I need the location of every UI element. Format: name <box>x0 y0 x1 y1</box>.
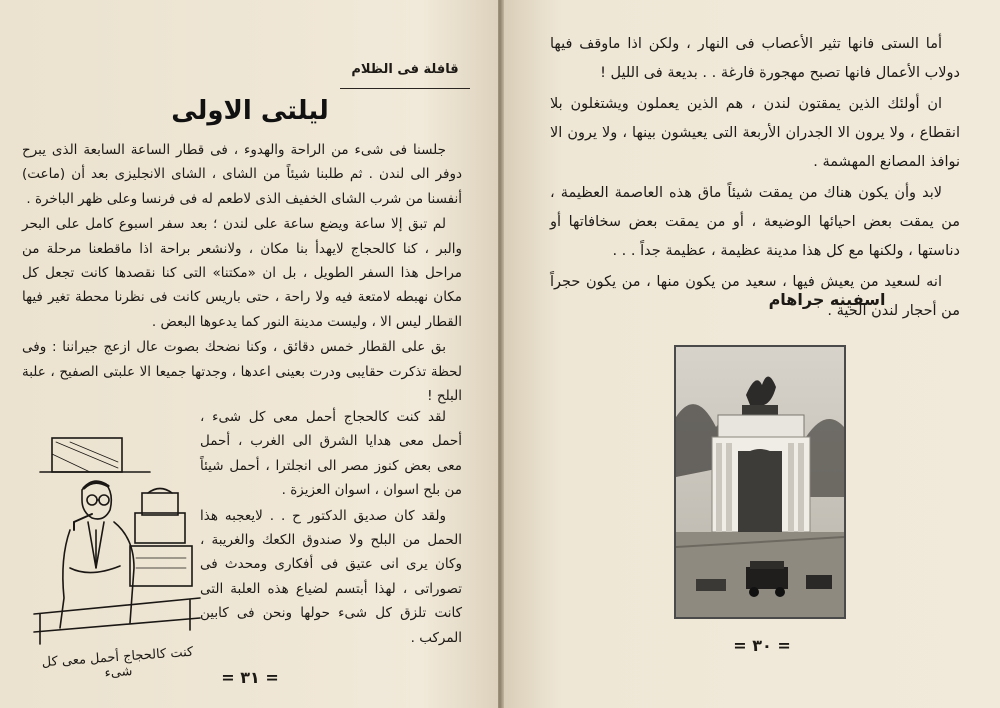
left-paragraph-3: بق على القطار خمس دقائق ، وكنا نضحك بصوت عال ازعج جيراننا : وفى لحظة تذكرت حقايبى ودرت بعينى اعدها ، وجدتها جميعا الا علبتى الصفيح ، علبة البلح ! <box>22 339 462 405</box>
page-number-left: = ٣١ = <box>221 668 279 687</box>
arch-photo-drawing <box>676 347 844 617</box>
left-paragraph-2: لم تبق إلا ساعة ويضع ساعة على لندن ؛ بعد سفر اسبوع كامل على البحر والبر ، كنا كالحجاج لايهدأ بنا مكان ، ولانشعر براحة اذا ماقطعنا مرحلة من مراحل هذا السفر الطويل ، بل ان «مكتنا» التى كنا نقصدها كانت تجعل كل مكان نهبطه لامتعة فيه ولا راحة ، حتى باريس كانت فى نظرنا محطة تغير فيها القطار ليس الا ، وليست مدينة النور كما يدعوها البعض . <box>22 216 462 330</box>
author-signature: اسفينه جراهام <box>768 290 886 309</box>
right-page-body <box>550 30 960 328</box>
header-rule <box>340 88 470 89</box>
right-page <box>502 0 1000 708</box>
left-page-body <box>22 138 462 409</box>
side-paragraph-1: لقد كنت كالحجاج أحمل معى كل شىء ، أحمل معى هدايا الشرق الى الغرب ، أحمل معى بعض كنوز مصر الى انجلترا ، أحمل شيئاً من بلح اسوان ، اسوان العزيزة . <box>200 409 462 499</box>
wellington-arch-photo <box>674 345 846 619</box>
left-paragraph-1: جلسنا فى شىء من الراحة والهدوء ، فى قطار الساعة السابعة الذى يبرح دوفر الى لندن . ثم طلبنا شيئاً من الشاى ، الشاى الانجليزى بعد أن (ماعت) أنفسنا من شرب الشاى الخفيف الذى لاطعم له فى فرنسا وعلى ظهر الباخرة . <box>22 142 462 207</box>
page-number-right: = ٣٠ = <box>733 636 791 655</box>
side-paragraph-2: ولقد كان صديق الدكتور ح . . لايعجبه هذا الحمل من البلح ولا صندوق الكعك والغريبة ، وكان يرى انى عتيق فى أفكارى ومحدث فى تصوراتى ، لهذا أبتسم لضياع هذه العلبة التى كانت تلزق كل شىء حولها ونحن فى كابين المركب . <box>200 507 462 646</box>
right-paragraph-1: أما الستى فانها تثير الأعصاب فى النهار ، ولكن اذا ماوقف فيها دولاب الأعمال فانها تصبح مهجورة فارغة . . بديعة فى الليل ! <box>550 36 960 81</box>
man-with-luggage-illustration <box>30 418 205 650</box>
right-paragraph-2: ان أولئك الذين يمقتون لندن ، هم الذين يعملون ويشتغلون بلا انقطاع ، ولا يرون الا الجدران الأربعة التى يعيشون بينها ، ولا يرون الا نوافذ المصانع المهشمة . <box>550 96 960 170</box>
chapter-title: ليلتى الاولى <box>171 96 329 126</box>
running-header: قافلة فى الظلام <box>351 62 459 77</box>
right-paragraph-4: انه لسعيد من يعيش فيها ، سعيد من يكون منها ، من يكون حجراً من أحجار لندن الحية . <box>550 274 960 319</box>
left-page <box>0 0 498 708</box>
illustration-caption: كنت كالحجاج أحمل معى كل شىء <box>41 644 194 681</box>
right-paragraph-3: لابد وأن يكون هناك من يمقت شيئاً ماق هذه العاصمة العظيمة ، من يمقت بعض احيائها الوضيعة ، أو من يمقت بعض سخافاتها أو دناستها ، ولكنها مع كل هذا مدينة عظيمة ، عظيمة جداً . . . <box>550 185 960 259</box>
left-page-side-column <box>200 405 462 651</box>
